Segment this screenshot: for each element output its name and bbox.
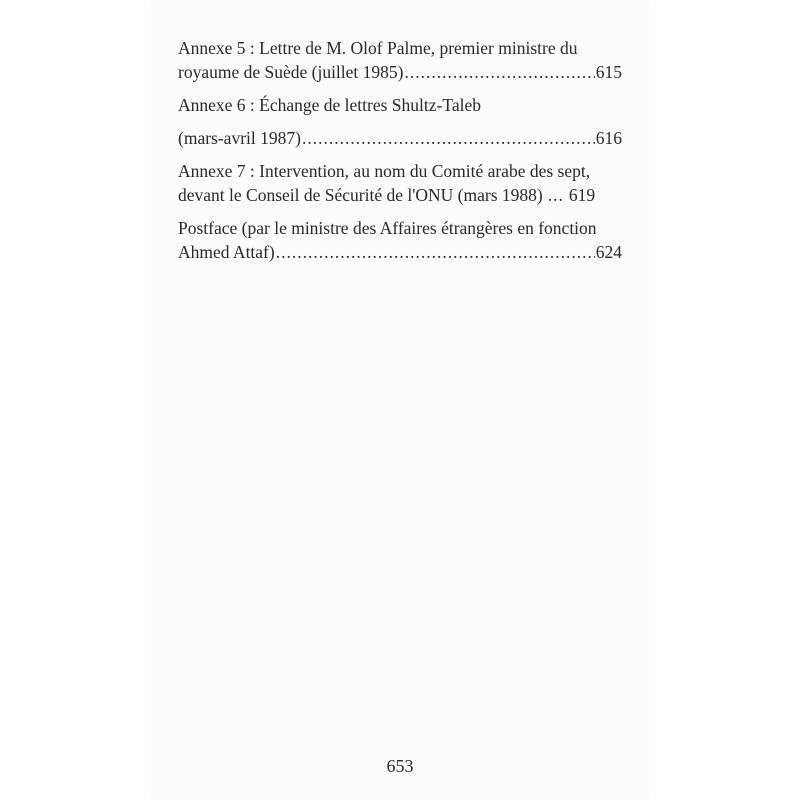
dot-leader — [405, 60, 595, 84]
page-number: 653 — [386, 756, 414, 776]
toc-entry-title: Annexe 5 : Lettre de M. Olof Palme, premier ministre du — [178, 38, 578, 58]
toc-entry-title: Annexe 6 : Échange de lettres Shultz-Taleb — [178, 95, 481, 115]
toc-entry-title-continued: (mars-avril 1987) — [178, 128, 301, 148]
toc-entry-annexe-5 — [178, 36, 622, 84]
toc-entry-leader-line — [178, 60, 622, 84]
toc-entry-leader-line — [178, 126, 622, 150]
toc-entry-title-continued: Ahmed Attaf) — [178, 242, 275, 262]
toc-entry-title: Annexe 7 : Intervention, au nom du Comité arabe des sept, — [178, 161, 591, 181]
toc-entry-text-line — [178, 36, 622, 60]
dot-leader: ... — [547, 185, 564, 205]
toc-entry-annexe-7 — [178, 159, 622, 207]
toc-entry-page-number: 619 — [568, 185, 596, 205]
toc-entry-page-number: 616 — [595, 128, 622, 148]
toc-entry-text-line — [178, 159, 622, 183]
toc-entry-postface — [178, 216, 622, 264]
toc-entry-leader-line — [178, 183, 622, 207]
dot-leader — [276, 240, 595, 264]
toc-entry-text-line — [178, 93, 622, 117]
toc-entry-page-number: 615 — [595, 62, 622, 82]
toc-entry-title-continued: devant le Conseil de Sécurité de l'ONU (mars 1988) — [178, 185, 543, 205]
toc-entry-title-continued: royaume de Suède (juillet 1985) — [178, 62, 404, 82]
dot-leader — [302, 126, 595, 150]
toc-entry-leader-line — [178, 240, 622, 264]
table-of-contents — [178, 36, 622, 273]
toc-entry-page-number: 624 — [595, 242, 622, 262]
toc-entry-title: Postface (par le ministre des Affaires étrangères en fonction — [178, 218, 597, 238]
toc-entry-annexe-6 — [178, 93, 622, 150]
toc-entry-text-line — [178, 216, 622, 240]
